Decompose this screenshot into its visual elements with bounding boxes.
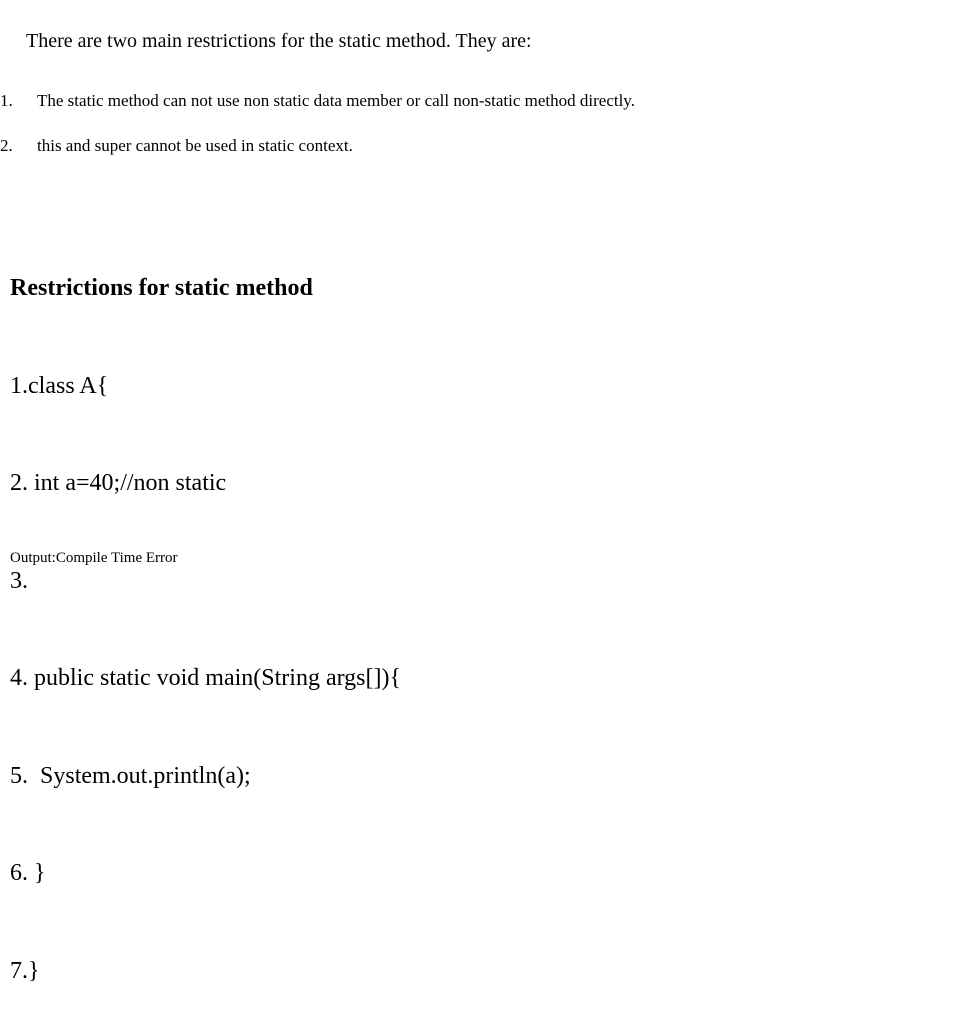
list-item-text: The static method can not use non static data member or call non-static method directly. [37, 91, 635, 110]
code-line: 1.class A{ [10, 372, 109, 399]
list-item-text: this and super cannot be used in static context. [37, 136, 353, 155]
code-line: 6. } [10, 860, 46, 886]
code-title: Restrictions for static method [10, 275, 313, 301]
code-line: 4. public static void main(String args[]){ [10, 665, 402, 691]
output-text: Output:Compile Time Error [10, 550, 178, 566]
list-item-number: 2. [0, 136, 13, 155]
code-line: 5. System.out.println(a); [10, 762, 251, 789]
code-line: 2. int a=40;//non static [10, 470, 227, 496]
intro-text: There are two main restrictions for the static method. They are: [26, 30, 532, 52]
code-line: 7.} [10, 957, 40, 984]
code-line: 3. [10, 567, 28, 594]
list-item-number: 1. [0, 91, 13, 110]
code-example [10, 207, 401, 1020]
